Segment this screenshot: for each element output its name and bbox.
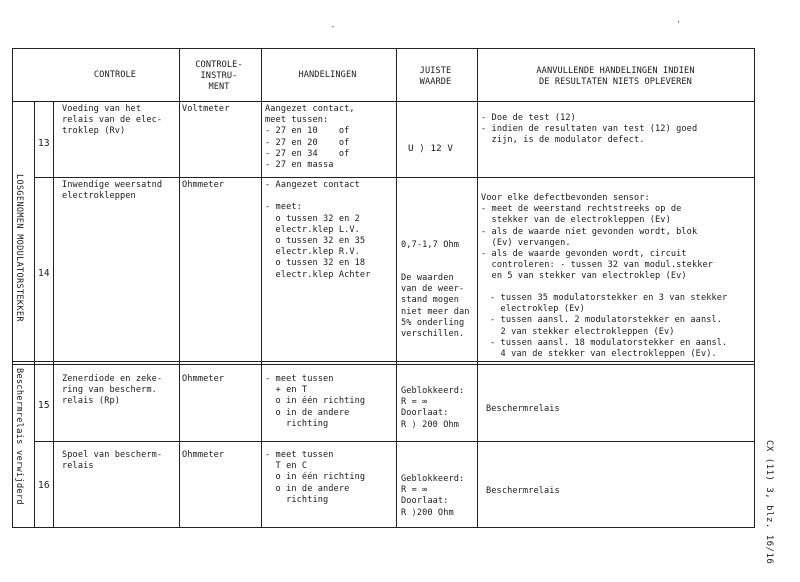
group-label-beschermrelais: Beschermrelais verwijderd	[14, 368, 24, 505]
row-16-instrument: Ohmmeter	[182, 450, 225, 460]
juiste-column-divider	[396, 49, 397, 527]
header-juiste-waarde: JUISTE WAARDE	[419, 66, 452, 88]
row-14-aanvullend-main: Voor elke defectbevonden sensor: - meet de weerstand rechtstreeks op de stekker van de electrokleppen (Ev) - als de waarde niet gevonden wordt, blok (Ev) vervangen. - als de waarde gevonden wordt, circuit controleren: - tussen 32 van modul.stekker en 5 van stekker van electroklep (Ev)	[481, 193, 714, 282]
row-13-instrument: Voltmeter	[182, 104, 230, 114]
header-handelingen: HANDELINGEN	[298, 70, 357, 80]
instrument-column-divider	[179, 49, 180, 527]
handelingen-column-divider	[261, 49, 262, 527]
group-column-divider	[34, 101, 35, 527]
aanvullend-column-divider	[477, 49, 478, 527]
header-controle: CONTROLE	[93, 70, 137, 80]
row-14-handelingen: - Aangezet contact - meet: o tussen 32 en 2 electr.klep L.V. o tussen 32 en 35 electr.klep R.V. o tussen 32 en 18 electr.klep Achter	[265, 180, 371, 280]
row-14-instrument: Ohmmeter	[182, 180, 225, 190]
row-14-juiste-value: 0,7-1,7 Ohm	[401, 240, 460, 250]
row-15-aanvullend: Beschermrelais	[486, 404, 560, 414]
row-15-number: 15	[38, 400, 50, 411]
row-15-bottom-rule	[34, 441, 754, 442]
margin-mark-top-right: '	[676, 20, 682, 30]
margin-mark-top-left: -	[330, 22, 336, 32]
page-reference: CX (11) 3, blz. 16/16	[764, 440, 774, 565]
row-13-bottom-rule	[34, 177, 754, 178]
row-13-juiste-waarde: U ⟩ 12 V	[408, 143, 454, 154]
row-15-controle: Zenerdiode en zeke- ring van bescherm. relais (Rp)	[62, 374, 163, 407]
row-15-instrument: Ohmmeter	[182, 374, 225, 384]
row-13-controle: Voeding van het relais van de elec- troklep (Rv)	[62, 104, 163, 137]
row-14-aanvullend-circuits: - tussen 35 modulatorstekker en 3 van stekker electroklep (Ev) - tussen aansl. 2 modulatorstekker en aansl. 2 van stekker electrokleppen (Ev) - tussen aansl. 18 modulatorstekker en aansl. 4 van de stekker van electrokleppen (Ev).	[490, 293, 728, 360]
row-15-juiste-waarde: Geblokkeerd: R ≃ ∞ Doorlaat: R ⟩ 200 Ohm	[401, 386, 465, 430]
row-13-aanvullend: - Doe de test (12) - indien de resultaten van test (12) goed zijn, is de modulator defect.	[481, 113, 698, 146]
row-14-juiste-note: De waarden van de weer- stand mogen niet meer dan 5% onderling verschillen.	[401, 273, 470, 340]
row-16-handelingen: - meet tussen T en C o in één richting o in de andere richting	[265, 450, 366, 505]
row-13-handelingen: Aangezet contact, meet tussen: - 27 en 10 of - 27 en 20 of - 27 en 34 of - 27 en massa	[265, 104, 355, 171]
row-15-handelingen: - meet tussen + en T o in één richting o in de andere richting	[265, 374, 366, 429]
row-14-number: 14	[38, 268, 50, 279]
row-16-number: 16	[38, 480, 50, 491]
row-13-number: 13	[38, 138, 50, 149]
row-14-controle: Inwendige weersatnd electrokleppen	[62, 180, 163, 202]
group-label-losgenomen: LOSGENOMEN MODULATORSTEKKER	[14, 174, 24, 322]
row-16-aanvullend: Beschermrelais	[486, 486, 560, 496]
header-aanvullend: AANVULLENDE HANDELINGEN INDIEN DE RESULTATEN NIETS OPLEVEREN	[536, 66, 695, 88]
group-divider-rule-double	[13, 364, 754, 365]
row-16-juiste-waarde: Geblokkeerd: R ≃ ∞ Doorlaat: R ⟩200 Ohm	[401, 474, 465, 518]
header-bottom-rule	[13, 101, 754, 102]
row-16-controle: Spoel van bescherm- relais	[62, 450, 163, 472]
header-instrument: CONTROLE- INSTRU- MENT	[195, 60, 243, 93]
number-column-divider	[53, 101, 54, 527]
group-divider-rule	[13, 361, 754, 362]
